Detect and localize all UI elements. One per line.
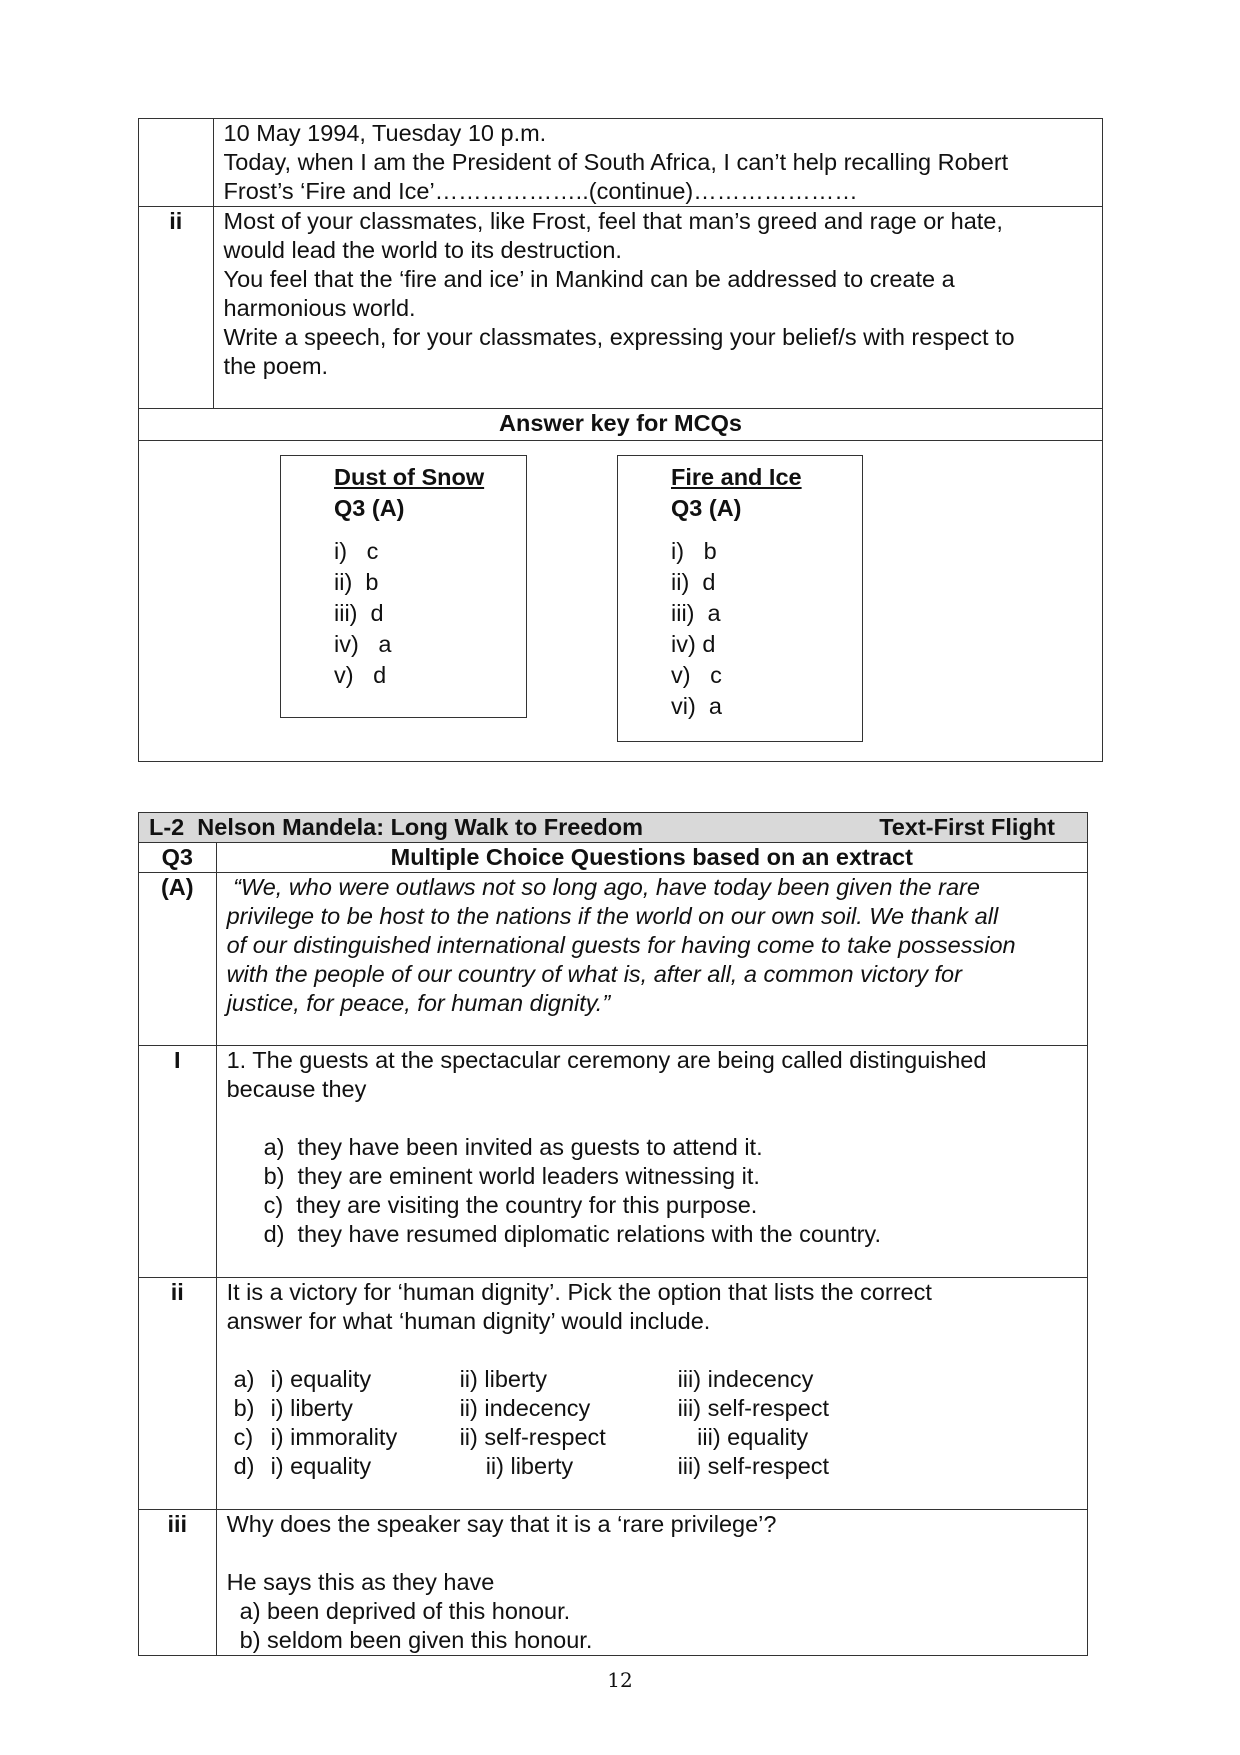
answer-item: iv) d: [671, 631, 716, 657]
text-line: You feel that the ‘fire and ice’ in Mankind can be addressed to create a: [223, 266, 955, 292]
question-stem: 1. The guests at the spectacular ceremony are being called distinguished: [226, 1047, 987, 1073]
text-line: Write a speech, for your classmates, expressing your belief/s with respect to: [223, 324, 1015, 350]
answer-item: i) b: [671, 538, 717, 564]
question-stem: Why does the speaker say that it is a ‘rare privilege’?: [226, 1511, 777, 1537]
answer-option: a) been deprived of this honour.: [226, 1598, 571, 1624]
page-number: 12: [607, 1668, 633, 1692]
question-stem: answer for what ‘human dignity’ would include.: [226, 1308, 711, 1334]
question-cell: [216, 1278, 1087, 1510]
table-row: [139, 1510, 1088, 1656]
question-stem: It is a victory for ‘human dignity’. Pick the option that lists the correct: [226, 1279, 932, 1305]
answer-item: v) d: [334, 662, 387, 688]
answer-item: ii) d: [671, 569, 716, 595]
key-subtitle: Q3 (A): [334, 495, 405, 521]
text-line: Today, when I am the President of South Africa, I can’t help recalling Robert: [223, 149, 1009, 175]
question-number: iii: [139, 1510, 217, 1656]
text-line: the poem.: [223, 353, 329, 379]
extract-label: (A): [139, 873, 217, 1046]
answer-option: d) they have resumed diplomatic relations with the country.: [263, 1221, 881, 1247]
row-number: [139, 119, 214, 207]
answer-item: iii) d: [334, 600, 384, 626]
answer-option: a) i) equality ii) liberty iii) indecency: [233, 1366, 814, 1392]
speech-question-cell: [213, 207, 1102, 409]
answer-item: vi) a: [671, 693, 722, 719]
answer-item: ii) b: [334, 569, 379, 595]
question-number: I: [139, 1046, 217, 1278]
extract-line: of our distinguished international guests for having come to take possession: [226, 932, 1016, 958]
answer-option: b) they are eminent world leaders witnessing it.: [263, 1163, 760, 1189]
answer-key-title: Answer key for MCQs: [139, 409, 1103, 441]
extract-line: privilege to be host to the nations if the world on our own soil. We thank all: [226, 903, 999, 929]
key-subtitle: Q3 (A): [671, 495, 742, 521]
text-line: would lead the world to its destruction.: [223, 237, 622, 263]
section-title: Multiple Choice Questions based on an extract: [216, 843, 1087, 873]
extract-line: “We, who were outlaws not so long ago, have today been given the rare: [226, 874, 980, 900]
key-title: Fire and Ice: [671, 464, 802, 490]
question-number: ii: [139, 1278, 217, 1510]
book-title: Text-First Flight: [879, 814, 1055, 840]
text-line: Most of your classmates, like Frost, feel that man’s greed and rage or hate,: [223, 208, 1003, 234]
text-line: Frost’s ‘Fire and Ice’………………..(continue)…………………: [223, 178, 858, 204]
question-cell: [216, 1510, 1087, 1656]
table-row: [139, 843, 1088, 873]
question-lead: He says this as they have: [226, 1569, 495, 1595]
table-row: [139, 1046, 1088, 1278]
question-cell: [216, 1046, 1087, 1278]
question-stem: because they: [226, 1076, 367, 1102]
table-row: [139, 207, 1103, 409]
lesson-header-row: [139, 813, 1088, 843]
extract-line: justice, for peace, for human dignity.”: [226, 990, 611, 1016]
answer-option: b) seldom been given this honour.: [226, 1627, 593, 1653]
answer-option: c) they are visiting the country for this purpose.: [263, 1192, 758, 1218]
answer-option: c) i) immorality ii) self-respect iii) equality: [233, 1424, 809, 1450]
lesson-title: L-2 Nelson Mandela: Long Walk to Freedom: [149, 814, 643, 840]
key-title: Dust of Snow: [334, 464, 485, 490]
table-row: [139, 873, 1088, 1046]
answer-item: v) c: [671, 662, 722, 688]
option-grid: [227, 1365, 1077, 1481]
answer-item: i) c: [334, 538, 379, 564]
bottom-table: [138, 812, 1088, 1656]
extract-cell: [216, 873, 1087, 1046]
answer-key-dust-of-snow: [280, 455, 527, 718]
table-row: [139, 409, 1103, 441]
answer-item: iii) a: [671, 600, 721, 626]
table-row: [139, 119, 1103, 207]
diary-entry-cell: [213, 119, 1102, 207]
answer-option: d) i) equality ii) liberty iii) self-respect: [233, 1453, 830, 1479]
table-row: [139, 1278, 1088, 1510]
row-number: ii: [139, 207, 214, 409]
answer-item: iv) a: [334, 631, 392, 657]
answer-option: a) they have been invited as guests to attend it.: [263, 1134, 763, 1160]
text-line: harmonious world.: [223, 295, 416, 321]
answer-option: b) i) liberty ii) indecency iii) self-respect: [233, 1395, 830, 1421]
question-label: Q3: [139, 843, 217, 873]
extract-line: with the people of our country of what is, after all, a common victory for: [226, 961, 962, 987]
answer-key-fire-and-ice: [617, 455, 863, 742]
text-line: 10 May 1994, Tuesday 10 p.m.: [223, 120, 547, 146]
